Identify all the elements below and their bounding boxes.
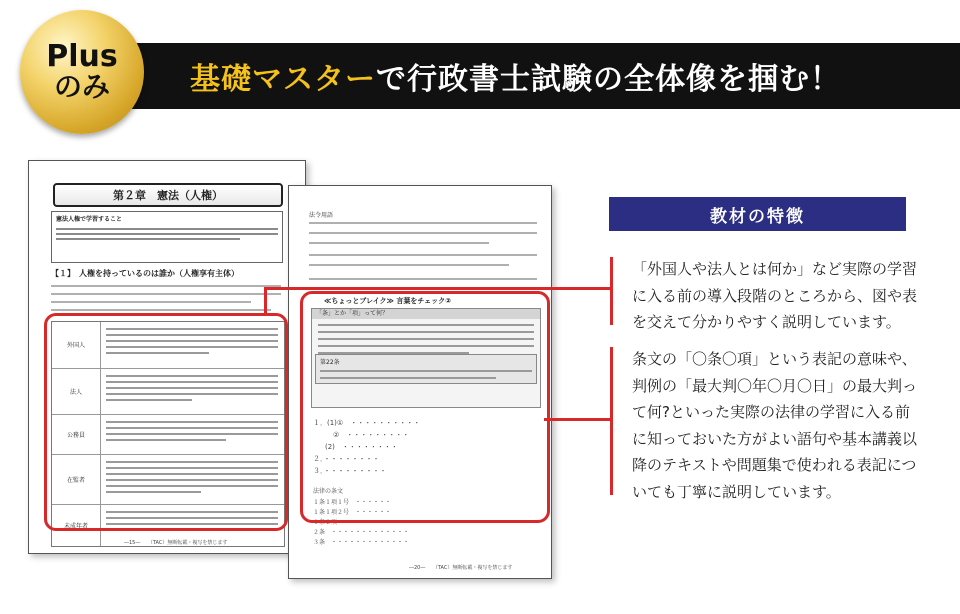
dot-line: １．(1)① ・・・・・・・・・・: [313, 419, 421, 427]
notice-heading: 「条」とか「項」って何？: [312, 309, 540, 319]
text-line: [56, 238, 240, 240]
banner-title: [190, 54, 841, 98]
law-line: ２条 ・・・・・・・・・・・・・: [313, 529, 410, 536]
page2-heading: 法令用語: [309, 212, 334, 219]
table-row-label: 外国人: [66, 342, 85, 349]
text-line: [56, 233, 278, 235]
text-line: [309, 222, 537, 224]
banner-title-rest: で行政書士試験の全体像を掴む！: [376, 62, 841, 97]
text-line: [309, 264, 509, 266]
table-row-label: 法人: [69, 389, 82, 396]
text-line: [51, 301, 251, 303]
law-line: １条２項 ・・・・・・・・: [313, 519, 392, 526]
feature-bracket-2: [610, 347, 613, 495]
table-row-label: 公務員: [66, 432, 85, 439]
connector-line: [544, 418, 610, 421]
learning-overview-box: [51, 211, 283, 263]
badge-plus-text: Plus: [46, 38, 118, 74]
feature-item-1: 「外国人や法人とは何か」など実際の学習に入る前の導入段階のところから、図や表を交えて分かりやすく説明しています。: [632, 260, 918, 331]
dot-line: ２．・・・・・・・・: [313, 455, 380, 463]
feature-item-2: 条文の「〇条〇項」という表記の意味や、判例の「最大判〇年〇月〇日」の最大判って何?といった実際の法律の学習に入る前に知っておいた方がよい語句や基本講義以降のテキストや問題集で使われる表記についても丁寧に説明しています。: [632, 350, 918, 501]
page-footer: ―20― （TAC）無断転載・複写を禁じます: [409, 565, 513, 571]
badge-only-text: のみ: [53, 69, 110, 103]
text-line: [309, 278, 537, 280]
banner-title-highlight: 基礎マスター: [190, 62, 376, 97]
feature-bracket-1: [610, 257, 613, 325]
break-title: ≪ちょっとブレイク≫ 言葉をチェック②: [324, 297, 452, 305]
table-row-label: 未成年者: [63, 523, 88, 530]
law-line: １条１項１号 ・・・・・・: [313, 499, 392, 506]
dot-line: ３．・・・・・・・・・: [313, 467, 387, 475]
dot-line: ② ・・・・・・・・・: [333, 431, 410, 439]
dot-line: (2) ・・・・・・・・: [325, 443, 398, 451]
highlight-box-table: [44, 313, 288, 531]
article-example-heading: 第22条: [320, 359, 340, 366]
text-line: [309, 242, 489, 244]
plus-only-badge: [20, 10, 144, 134]
text-line: [51, 285, 281, 287]
text-line: [309, 232, 537, 234]
text-line: [51, 309, 271, 311]
table-row-label: 在監者: [66, 477, 85, 484]
text-line: [51, 293, 281, 295]
header-banner: [80, 43, 960, 109]
text-line: [56, 228, 278, 230]
section-heading: 【１】 人権を持っているのは誰か（人権享有主体）: [51, 269, 239, 278]
highlight-box-terms: [300, 291, 550, 523]
law-line: １条１項２号 ・・・・・・: [313, 509, 392, 516]
connector-line: [264, 287, 610, 290]
features-title: 教材の特徴: [609, 197, 906, 231]
page-footer: ―15― （TAC）無断転載・複写を禁じます: [124, 540, 228, 546]
text-line: [309, 254, 537, 256]
learning-overview-heading: 憲法人権で学習すること: [56, 216, 123, 223]
connector-line: [264, 287, 267, 315]
law-line: ３条 ・・・・・・・・・・・・・: [313, 539, 410, 546]
chapter-title: 第２章 憲法（人権）: [53, 183, 283, 207]
law-title: 法律の条文: [313, 488, 344, 495]
